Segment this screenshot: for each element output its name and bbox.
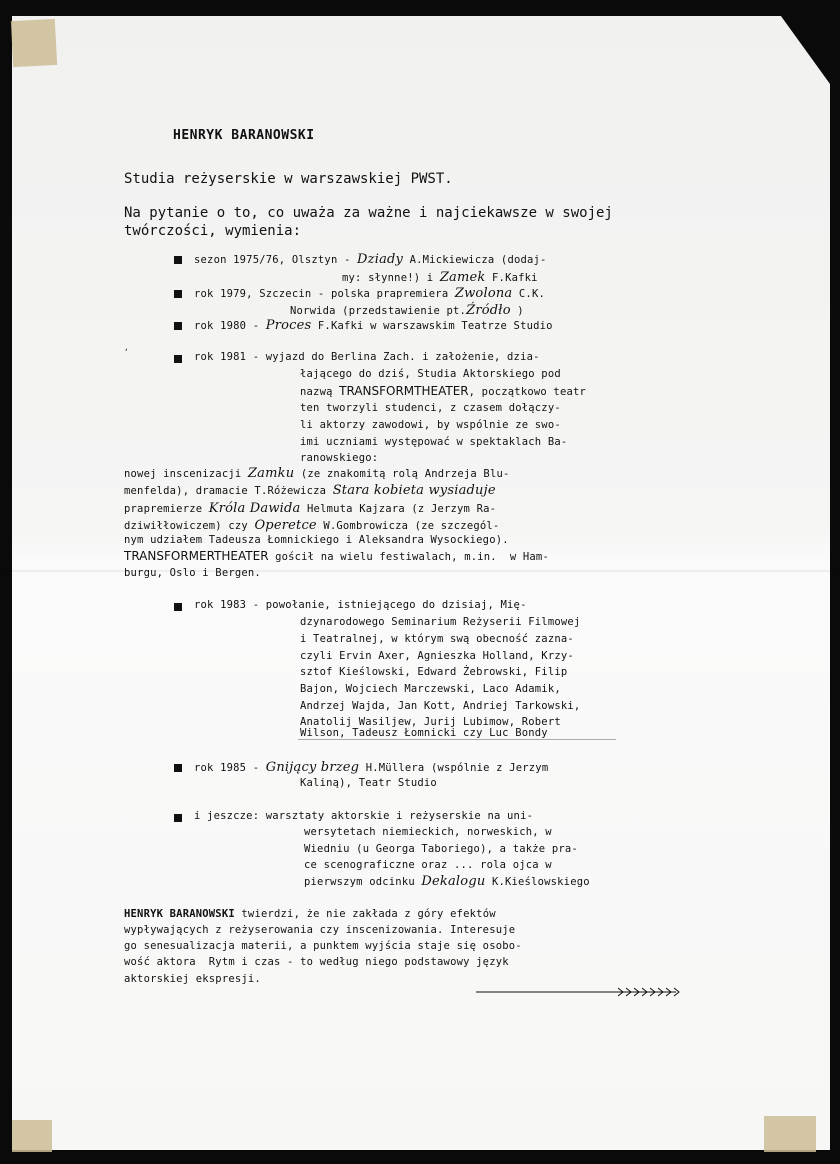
item-2-line-2: Norwida (przedstawienie pt.Źródło ) xyxy=(290,303,524,318)
item-4-line-13: TRANSFORMERTHEATER gościł na wielu festiwalach, m.in. w Ham- xyxy=(124,549,549,563)
item-6-line-2: Kaliną), Teatr Studio xyxy=(300,777,437,789)
item-7-line-4: ce scenograficzne oraz ... rola ojca w xyxy=(304,859,552,871)
closing-line-3: go senesualizacja materii, a punktem wyjścia staje się osobo- xyxy=(124,940,522,952)
bullet-icon xyxy=(174,603,182,611)
tape-top-left xyxy=(11,19,57,67)
item-6-line-1: rok 1985 - Gnijący brzeg H.Müllera (wspólnie z Jerzym xyxy=(194,760,549,775)
item-4-line-3: nazwą TRANSFORMTHEATER, początkowo teatr xyxy=(300,384,587,398)
item-5-line-4: czyli Ervin Axer, Agnieszka Holland, Krzy- xyxy=(300,650,574,662)
item-2-line-1: rok 1979, Szczecin - polska prapremiera Zwolona C.K. xyxy=(194,286,545,301)
item-7-line-1: i jeszcze: warsztaty aktorskie i reżyserskie na uni- xyxy=(194,810,534,822)
bullet-icon xyxy=(174,355,182,363)
item-4-line-9: menfelda), dramacie T.Różewicza Stara kobieta wysiaduje xyxy=(124,483,496,498)
item-5-line-7: Andrzej Wajda, Jan Kott, Andriej Tarkowski, xyxy=(300,700,581,712)
item-5-line-6: Bajon, Wojciech Marczewski, Laco Adamik, xyxy=(300,683,561,695)
tape-bottom-right xyxy=(764,1116,816,1152)
item-4-line-6: imi uczniami występować w spektaklach Ba- xyxy=(300,436,568,448)
item-7-line-3: Wiedniu (u Georga Taboriego), a także pra- xyxy=(304,843,578,855)
tape-bottom-left xyxy=(12,1120,52,1152)
item-5-line-9: Wilson, Tadeusz Łomnicki czy Luc Bondy xyxy=(300,727,548,739)
closing-line-4: wość aktora Rytm i czas - to według niego podstawowy język xyxy=(124,956,509,968)
item-5-line-1: rok 1983 - powołanie, istniejącego do dzisiaj, Mię- xyxy=(194,599,527,611)
item-5-line-2: dzynarodowego Seminarium Reżyserii Filmowej xyxy=(300,616,581,628)
closing-line-1: HENRYK BARANOWSKI twierdzi, że nie zakłada z góry efektów xyxy=(124,908,496,920)
bullet-icon xyxy=(174,256,182,264)
bullet-icon xyxy=(174,290,182,298)
item-5-line-3: i Teatralnej, w którym swą obecność zazna- xyxy=(300,633,574,645)
item-4-line-5: li aktorzy zawodowi, by wspólnie ze swo- xyxy=(300,419,561,431)
page-title: HENRYK BARANOWSKI xyxy=(173,128,315,143)
item-4-line-14: burgu, Oslo i Bergen. xyxy=(124,567,261,579)
intro-line-2: twórczości, wymienia: xyxy=(124,223,302,239)
item-1-line-2: my: słynne!) i Zamek F.Kafki xyxy=(342,270,538,285)
item-4-line-4: ten tworzyli studenci, z czasem dołączy- xyxy=(300,402,561,414)
intro-line-1: Na pytanie o to, co uważa za ważne i najciekawsze w swojej xyxy=(124,205,613,221)
closing-line-5: aktorskiej ekspresji. xyxy=(124,973,261,985)
item-3-line-1: rok 1980 - Proces F.Kafki w warszawskim Teatrze Studio xyxy=(194,318,553,333)
bullet-icon xyxy=(174,814,182,822)
arrow-right-icon xyxy=(476,986,680,998)
item-4-line-11: dziwiłłowiczem) czy Operetce W.Gombrowicza (ze szczegól- xyxy=(124,518,500,533)
item-7-line-5: pierwszym odcinku Dekalogu K.Kieślowskiego xyxy=(304,874,590,889)
stray-mark: , xyxy=(124,343,129,352)
item-4-line-8: nowej inscenizacji Zamku (ze znakomitą rolą Andrzeja Blu- xyxy=(124,466,510,481)
item-5-line-8: Anatolij Wasiljew, Jurij Lubimow, Robert xyxy=(300,716,561,728)
item-1-line-1: sezon 1975/76, Olsztyn - Dziady A.Mickiewicza (dodaj- xyxy=(194,252,547,267)
item-4-line-12: nym udziałem Tadeusza Łomnickiego i Aleksandra Wysockiego). xyxy=(124,534,509,546)
item-7-line-2: wersytetach niemieckich, norweskich, w xyxy=(304,826,552,838)
item-4-line-10: prapremierze Króla Dawida Helmuta Kajzara (z Jerzym Ra- xyxy=(124,501,497,516)
item-4-line-1: rok 1981 - wyjazd do Berlina Zach. i założenie, dzia- xyxy=(194,351,540,363)
closing-line-2: wypływających z reżyserowania czy inscenizowania. Interesuje xyxy=(124,924,516,936)
underline-rule xyxy=(298,739,616,740)
subtitle: Studia reżyserskie w warszawskiej PWST. xyxy=(124,171,453,187)
bullet-icon xyxy=(174,764,182,772)
bullet-icon xyxy=(174,322,182,330)
item-4-line-2: łającego do dziś, Studia Aktorskiego pod xyxy=(300,368,561,380)
item-5-line-5: sztof Kieślowski, Edward Żebrowski, Filip xyxy=(300,666,568,678)
item-4-line-7: ranowskiego: xyxy=(300,452,379,464)
